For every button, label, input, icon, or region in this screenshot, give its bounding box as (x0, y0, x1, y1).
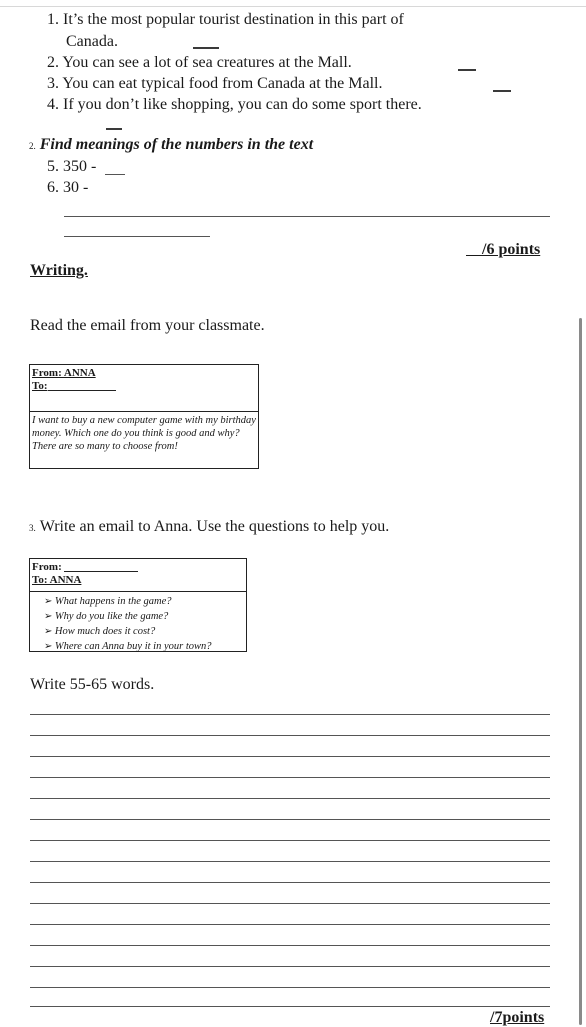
email-to: To: ANNA (32, 574, 82, 586)
task-number: 3 (29, 523, 34, 533)
writing-line (30, 1006, 550, 1007)
statement-number: 4. (47, 96, 59, 113)
word-count-instruction: Write 55-65 words. (30, 676, 155, 693)
email-from: From: (32, 561, 62, 573)
writing-line (30, 987, 550, 988)
writing-line (30, 882, 550, 883)
email-to: To: (32, 380, 48, 392)
writing-line (30, 903, 550, 904)
question-item: ➢ How much does it cost? (44, 624, 246, 639)
task-number: 2 (29, 141, 34, 151)
email-message: I want to buy a new computer game with my birthday money. Which one do you think is good and why? There are so many to choose from! (32, 415, 256, 452)
writing-line (30, 798, 550, 799)
vertical-scrollbar[interactable] (579, 318, 582, 1025)
question-item: ➢ Why do you like the game? (44, 609, 246, 624)
writing-line (30, 756, 550, 757)
writing-line (30, 777, 550, 778)
top-divider (0, 6, 586, 7)
writing-line (30, 840, 550, 841)
writing-line (30, 819, 550, 820)
statement-number: 1. (47, 11, 59, 28)
question-list (30, 592, 246, 654)
statement-1 (47, 10, 404, 30)
answer-line (64, 216, 550, 217)
email-from-anna (29, 364, 259, 469)
task2-heading: 2. Find meanings of the numbers in the text (29, 136, 314, 153)
statement-2 (47, 53, 352, 73)
answer-blank (105, 174, 125, 175)
task3-heading: 3. Write an email to Anna. Use the questions to help you. (29, 518, 390, 535)
email-from: From: ANNA (32, 367, 96, 379)
statement-number: 2. (47, 54, 59, 71)
points-label: /6 points (482, 241, 541, 258)
number-item-350: 5. 350 - (47, 158, 97, 175)
email-to-anna (29, 558, 247, 652)
question-item: ➢ Where can Anna buy it in your town? (44, 639, 246, 654)
answer-dash (458, 69, 476, 71)
email-from-row (32, 561, 244, 574)
writing-line (30, 861, 550, 862)
statement-text: If you don’t like shopping, you can do some sport there. (63, 96, 422, 113)
email-header (30, 365, 258, 412)
statement-text: You can eat typical food from Canada at the Mall. (62, 75, 383, 92)
email-header (30, 559, 246, 592)
writing-line (30, 945, 550, 946)
answer-dash (106, 128, 122, 130)
writing-line (30, 714, 550, 715)
answer-dash (193, 47, 219, 49)
points-7: /7points (490, 1009, 545, 1026)
statement-text: You can see a lot of sea creatures at the Mall. (62, 54, 352, 71)
task-instruction: Write an email to Anna. Use the questions to help you. (39, 518, 390, 535)
writing-intro: Read the email from your classmate. (30, 317, 265, 334)
statement-3 (47, 74, 382, 94)
points-6 (466, 241, 540, 259)
writing-heading: Writing. (30, 262, 88, 279)
answer-dash (493, 90, 511, 92)
statement-1-continued: Canada. (66, 33, 118, 50)
writing-line (30, 966, 550, 967)
task-title: Find meanings of the numbers in the text (39, 136, 314, 153)
statement-number: 3. (47, 75, 59, 92)
email-to-row (32, 380, 256, 393)
question-item: ➢ What happens in the game? (44, 594, 246, 609)
statement-4 (47, 95, 422, 115)
writing-line (30, 924, 550, 925)
number-item-30: 6. 30 - (47, 179, 89, 196)
writing-line (30, 735, 550, 736)
statement-text: It’s the most popular tourist destination in this part of (63, 11, 404, 28)
answer-line (64, 236, 210, 237)
